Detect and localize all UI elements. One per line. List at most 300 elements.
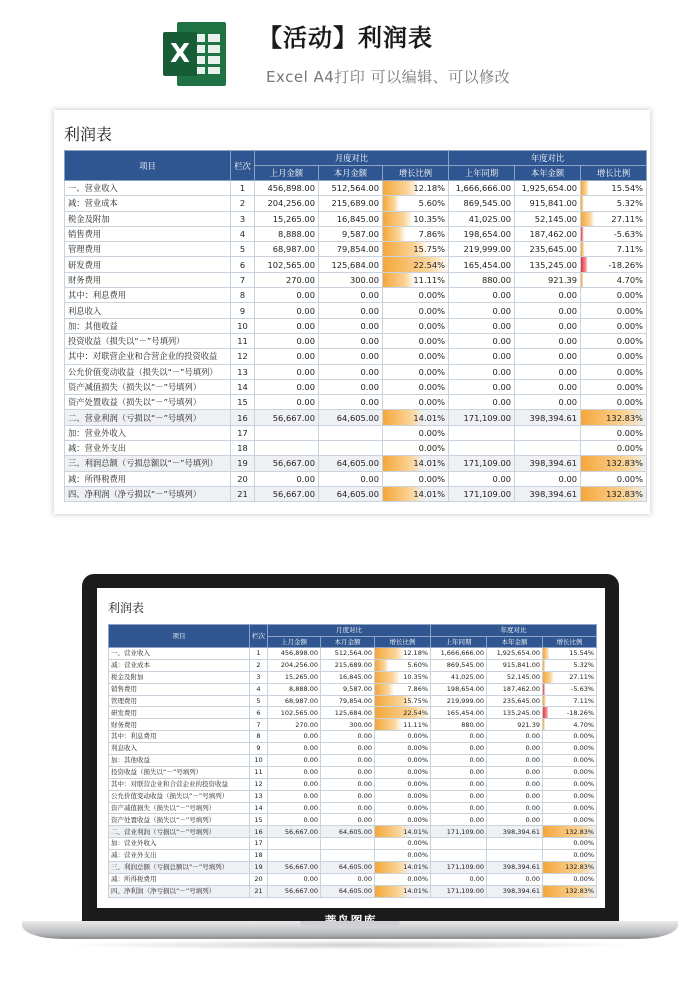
row-item-label: 加：营业外收入 [109, 838, 250, 850]
row-this-month: 300.00 [321, 719, 375, 731]
row-this-year: 398,394.61 [515, 410, 581, 425]
row-prev-month: 0.00 [268, 802, 321, 814]
table-row [109, 707, 597, 719]
row-prev-month [255, 425, 319, 440]
row-this-year: 235,645.00 [515, 242, 581, 257]
row-this-year: 398,394.61 [487, 862, 543, 874]
row-growth-year: 0.00% [581, 288, 647, 303]
row-prev-year: 0.00 [449, 364, 515, 379]
row-line-number: 21 [231, 486, 255, 501]
row-prev-year: 171,109.00 [449, 410, 515, 425]
row-this-month: 0.00 [321, 802, 375, 814]
row-growth-month: 7.86% [375, 683, 431, 695]
row-this-year: 187,462.00 [515, 226, 581, 241]
col-header-this-year: 本年金额 [487, 636, 543, 648]
row-prev-month: 0.00 [255, 349, 319, 364]
row-this-year: 187,462.00 [487, 683, 543, 695]
row-line-number: 12 [250, 778, 268, 790]
row-this-month: 0.00 [321, 755, 375, 767]
laptop-screen [97, 588, 605, 908]
row-item-label: 减：营业外支出 [65, 441, 231, 456]
row-growth-month: 7.86% [383, 226, 449, 241]
row-this-month: 0.00 [319, 364, 383, 379]
row-this-year: 0.00 [487, 790, 543, 802]
row-prev-year: 0.00 [431, 814, 487, 826]
table-row [65, 349, 647, 364]
row-line-number: 16 [231, 410, 255, 425]
main-profit-table [64, 150, 647, 502]
table-row [109, 683, 597, 695]
row-this-month: 0.00 [321, 766, 375, 778]
row-this-year: 398,394.61 [515, 486, 581, 501]
row-prev-month: 0.00 [268, 755, 321, 767]
col-header-growth-year: 增长比例 [543, 636, 597, 648]
table-row [109, 719, 597, 731]
row-line-number: 18 [250, 850, 268, 862]
row-this-month: 64,605.00 [321, 885, 375, 897]
laptop-shadow [60, 940, 640, 950]
row-item-label: 一、营业收入 [65, 181, 231, 196]
row-this-year: 398,394.61 [487, 826, 543, 838]
row-growth-month: 14.01% [375, 862, 431, 874]
row-growth-month: 0.00% [383, 395, 449, 410]
row-this-month: 125,684.00 [321, 707, 375, 719]
row-this-year: 0.00 [487, 814, 543, 826]
row-growth-month: 0.00% [375, 790, 431, 802]
row-this-month: 64,605.00 [319, 410, 383, 425]
row-prev-year: 869,545.00 [431, 659, 487, 671]
row-prev-month: 0.00 [268, 766, 321, 778]
row-prev-month: 456,898.00 [255, 181, 319, 196]
table-row [65, 410, 647, 425]
row-prev-month: 0.00 [255, 395, 319, 410]
row-prev-year: 0.00 [431, 755, 487, 767]
row-growth-year: 5.32% [543, 659, 597, 671]
row-prev-year: 0.00 [449, 288, 515, 303]
row-line-number: 9 [250, 743, 268, 755]
row-growth-month: 0.00% [383, 303, 449, 318]
row-this-month: 64,605.00 [319, 486, 383, 501]
row-prev-month: 56,667.00 [255, 486, 319, 501]
row-prev-month: 204,256.00 [268, 659, 321, 671]
row-item-label: 其中：利息费用 [65, 288, 231, 303]
row-line-number: 4 [231, 226, 255, 241]
row-growth-month: 0.00% [383, 425, 449, 440]
row-prev-year: 0.00 [449, 379, 515, 394]
row-this-month: 0.00 [321, 778, 375, 790]
row-growth-month: 0.00% [375, 731, 431, 743]
row-this-year: 0.00 [487, 766, 543, 778]
col-header-line: 栏次 [250, 625, 268, 648]
row-this-month: 16,845.00 [321, 671, 375, 683]
row-growth-month: 0.00% [383, 364, 449, 379]
row-prev-month [255, 441, 319, 456]
row-line-number: 13 [231, 364, 255, 379]
row-this-year [515, 441, 581, 456]
col-header-monthly: 月度对比 [268, 625, 431, 637]
row-item-label: 其中：对联营企业和合营企业的投资收益 [109, 778, 250, 790]
row-this-month: 0.00 [319, 379, 383, 394]
row-line-number: 3 [250, 671, 268, 683]
table-row [65, 272, 647, 287]
row-this-year: 915,841.00 [487, 659, 543, 671]
row-prev-year [431, 850, 487, 862]
profit-table-host [64, 150, 647, 502]
row-prev-month: 56,667.00 [255, 410, 319, 425]
row-item-label: 资产处置收益（损失以“－”号填列） [109, 814, 250, 826]
table-row [65, 257, 647, 272]
header-row-groups [65, 151, 647, 166]
row-growth-year: 0.00% [543, 743, 597, 755]
table-row [109, 743, 597, 755]
row-line-number: 16 [250, 826, 268, 838]
row-this-year: 0.00 [487, 755, 543, 767]
table-row [65, 242, 647, 257]
table-row [65, 441, 647, 456]
row-growth-month: 0.00% [375, 850, 431, 862]
col-header-monthly: 月度对比 [255, 151, 449, 166]
row-prev-month: 68,987.00 [268, 695, 321, 707]
row-line-number: 5 [250, 695, 268, 707]
row-item-label: 财务费用 [65, 272, 231, 287]
row-item-label: 投资收益（损失以“－”号填列） [65, 333, 231, 348]
table-row [65, 425, 647, 440]
table-row [65, 456, 647, 471]
row-this-month: 0.00 [319, 318, 383, 333]
row-prev-year: 0.00 [449, 471, 515, 486]
row-item-label: 管理费用 [109, 695, 250, 707]
row-this-year: 0.00 [515, 364, 581, 379]
row-prev-month: 68,987.00 [255, 242, 319, 257]
row-prev-month: 0.00 [255, 364, 319, 379]
row-line-number: 18 [231, 441, 255, 456]
row-this-year: 921.39 [515, 272, 581, 287]
row-prev-year: 0.00 [449, 303, 515, 318]
col-header-prev-month: 上月金额 [268, 636, 321, 648]
row-growth-year: 132.83% [543, 826, 597, 838]
row-prev-year: 880.00 [449, 272, 515, 287]
row-growth-year: 132.83% [581, 486, 647, 501]
row-prev-month: 0.00 [255, 288, 319, 303]
row-item-label: 三、利润总额（亏损总额以“－”号填列） [109, 862, 250, 874]
row-line-number: 17 [231, 425, 255, 440]
row-this-month: 0.00 [319, 303, 383, 318]
row-this-year: 398,394.61 [515, 456, 581, 471]
row-this-year: 0.00 [487, 802, 543, 814]
row-growth-month: 12.18% [383, 181, 449, 196]
row-item-label: 其中：利息费用 [109, 731, 250, 743]
row-prev-month: 0.00 [255, 379, 319, 394]
row-prev-year: 869,545.00 [449, 196, 515, 211]
row-prev-year: 171,109.00 [431, 885, 487, 897]
row-this-month [319, 425, 383, 440]
row-growth-year: 0.00% [543, 778, 597, 790]
row-prev-year: 0.00 [449, 349, 515, 364]
row-growth-month: 0.00% [375, 814, 431, 826]
row-growth-month: 10.35% [375, 671, 431, 683]
row-growth-year: 0.00% [543, 814, 597, 826]
row-this-year: 0.00 [515, 333, 581, 348]
col-header-yearly: 年度对比 [431, 625, 597, 637]
row-item-label: 其中：对联营企业和合营企业的投资收益 [65, 349, 231, 364]
row-growth-month: 11.11% [383, 272, 449, 287]
table-row [109, 766, 597, 778]
row-this-year: 1,925,654.00 [515, 181, 581, 196]
table-row [109, 873, 597, 885]
sheet-title: 利润表 [64, 125, 113, 144]
table-row [65, 379, 647, 394]
table-row [65, 486, 647, 501]
row-prev-year: 171,109.00 [449, 486, 515, 501]
row-prev-year: 0.00 [449, 395, 515, 410]
col-header-line: 栏次 [231, 151, 255, 181]
row-growth-month: 0.00% [383, 441, 449, 456]
row-this-year: 0.00 [487, 731, 543, 743]
row-growth-year: 0.00% [581, 364, 647, 379]
row-line-number: 20 [250, 873, 268, 885]
row-this-year [487, 850, 543, 862]
row-prev-year: 165,454.00 [449, 257, 515, 272]
row-this-month: 0.00 [319, 395, 383, 410]
row-prev-month: 0.00 [255, 333, 319, 348]
row-this-month: 79,854.00 [321, 695, 375, 707]
row-prev-year: 219,999.00 [431, 695, 487, 707]
row-growth-year: 5.32% [581, 196, 647, 211]
row-growth-year: 0.00% [581, 379, 647, 394]
row-line-number: 5 [231, 242, 255, 257]
sheet-preview-card [54, 110, 650, 514]
row-prev-month: 0.00 [268, 873, 321, 885]
table-row [65, 181, 647, 196]
row-growth-year: 0.00% [581, 349, 647, 364]
table-row [65, 471, 647, 486]
row-prev-month: 0.00 [268, 790, 321, 802]
row-prev-year [449, 425, 515, 440]
row-prev-year: 41,025.00 [431, 671, 487, 683]
laptop-notch [300, 921, 400, 927]
row-growth-month: 0.00% [375, 755, 431, 767]
row-this-month: 0.00 [319, 471, 383, 486]
table-row [65, 196, 647, 211]
row-this-year: 135,245.00 [515, 257, 581, 272]
laptop-profit-table-host [108, 624, 597, 898]
row-prev-year: 0.00 [431, 743, 487, 755]
row-this-month: 0.00 [321, 743, 375, 755]
row-prev-year: 0.00 [431, 766, 487, 778]
col-header-prev-month: 上月金额 [255, 166, 319, 181]
row-prev-year: 198,654.00 [431, 683, 487, 695]
row-prev-year: 41,025.00 [449, 211, 515, 226]
row-prev-month: 0.00 [268, 743, 321, 755]
table-row [65, 318, 647, 333]
row-growth-month: 14.01% [383, 456, 449, 471]
row-item-label: 四、净利润（净亏损以“－”号填列） [65, 486, 231, 501]
row-prev-month: 0.00 [268, 778, 321, 790]
col-header-this-month: 本月金额 [319, 166, 383, 181]
row-growth-year: 0.00% [543, 838, 597, 850]
table-row [65, 333, 647, 348]
row-item-label: 财务费用 [109, 719, 250, 731]
row-this-month [319, 441, 383, 456]
row-line-number: 6 [231, 257, 255, 272]
row-this-year: 1,925,654.00 [487, 648, 543, 660]
row-growth-year: 0.00% [581, 471, 647, 486]
row-this-year: 135,245.00 [487, 707, 543, 719]
row-growth-year: 132.83% [581, 456, 647, 471]
row-prev-year: 0.00 [431, 778, 487, 790]
row-growth-year: 0.00% [543, 731, 597, 743]
row-prev-year: 0.00 [431, 802, 487, 814]
row-line-number: 12 [231, 349, 255, 364]
row-growth-month: 0.00% [375, 766, 431, 778]
row-growth-month: 0.00% [375, 802, 431, 814]
row-this-year: 915,841.00 [515, 196, 581, 211]
row-prev-month: 102,565.00 [255, 257, 319, 272]
row-growth-year: 132.83% [543, 862, 597, 874]
row-this-year: 0.00 [515, 395, 581, 410]
row-item-label: 减：所得税费用 [109, 873, 250, 885]
laptop-profit-table [108, 624, 597, 898]
row-this-month: 64,605.00 [319, 456, 383, 471]
row-line-number: 8 [250, 731, 268, 743]
row-growth-year: 0.00% [581, 303, 647, 318]
row-item-label: 资产减值损失（损失以“－”号填列） [65, 379, 231, 394]
table-row [65, 226, 647, 241]
row-growth-year: 4.70% [581, 272, 647, 287]
row-this-month: 0.00 [321, 790, 375, 802]
row-this-year: 0.00 [515, 318, 581, 333]
row-growth-year: 0.00% [581, 318, 647, 333]
row-this-month: 215,689.00 [321, 659, 375, 671]
row-line-number: 1 [231, 181, 255, 196]
row-this-month: 125,684.00 [319, 257, 383, 272]
row-item-label: 减：营业外支出 [109, 850, 250, 862]
row-line-number: 13 [250, 790, 268, 802]
row-prev-year: 198,654.00 [449, 226, 515, 241]
row-this-year: 921.39 [487, 719, 543, 731]
row-growth-month: 0.00% [383, 333, 449, 348]
row-prev-month: 204,256.00 [255, 196, 319, 211]
row-this-month: 512,564.00 [321, 648, 375, 660]
row-line-number: 7 [250, 719, 268, 731]
row-prev-month: 102,565.00 [268, 707, 321, 719]
row-growth-month: 5.60% [383, 196, 449, 211]
row-this-year: 52,145.00 [487, 671, 543, 683]
table-row [109, 838, 597, 850]
row-this-year [487, 838, 543, 850]
row-growth-year: 27.11% [581, 211, 647, 226]
row-prev-month: 270.00 [255, 272, 319, 287]
row-growth-year: 132.83% [543, 885, 597, 897]
row-growth-year: 7.11% [543, 695, 597, 707]
row-prev-year: 0.00 [449, 318, 515, 333]
row-prev-month: 15,265.00 [268, 671, 321, 683]
row-line-number: 20 [231, 471, 255, 486]
col-header-item: 项目 [109, 625, 250, 648]
row-item-label: 公允价值变动收益（损失以“－”号填列） [109, 790, 250, 802]
col-header-item: 项目 [65, 151, 231, 181]
row-line-number: 3 [231, 211, 255, 226]
row-line-number: 7 [231, 272, 255, 287]
row-line-number: 15 [250, 814, 268, 826]
row-this-month: 64,605.00 [321, 862, 375, 874]
row-prev-month [268, 838, 321, 850]
row-this-month: 215,689.00 [319, 196, 383, 211]
row-prev-month: 56,667.00 [268, 826, 321, 838]
row-growth-month: 22.54% [375, 707, 431, 719]
table-row [109, 671, 597, 683]
row-prev-month: 0.00 [255, 318, 319, 333]
row-prev-month: 56,667.00 [255, 456, 319, 471]
row-prev-month: 456,898.00 [268, 648, 321, 660]
table-row [109, 755, 597, 767]
row-item-label: 减：营业成本 [109, 659, 250, 671]
row-line-number: 14 [231, 379, 255, 394]
row-growth-month: 0.00% [383, 349, 449, 364]
table-row [109, 826, 597, 838]
table-row [109, 885, 597, 897]
table-row [109, 850, 597, 862]
row-line-number: 15 [231, 395, 255, 410]
row-line-number: 10 [231, 318, 255, 333]
laptop-sheet-title: 利润表 [108, 601, 145, 615]
header-row-groups [109, 625, 597, 637]
row-line-number: 2 [231, 196, 255, 211]
row-line-number: 2 [250, 659, 268, 671]
table-row [65, 288, 647, 303]
col-header-growth-month: 增长比例 [375, 636, 431, 648]
row-prev-year: 1,666,666.00 [449, 181, 515, 196]
row-line-number: 19 [231, 456, 255, 471]
row-item-label: 减：营业成本 [65, 196, 231, 211]
row-item-label: 研发费用 [109, 707, 250, 719]
row-prev-month: 56,667.00 [268, 885, 321, 897]
col-header-this-month: 本月金额 [321, 636, 375, 648]
row-growth-month: 15.75% [375, 695, 431, 707]
row-item-label: 销售费用 [65, 226, 231, 241]
table-row [65, 395, 647, 410]
row-growth-year: 0.00% [581, 425, 647, 440]
row-item-label: 利息收入 [109, 743, 250, 755]
row-growth-year: 0.00% [543, 766, 597, 778]
row-growth-month: 0.00% [375, 838, 431, 850]
row-this-year: 0.00 [515, 379, 581, 394]
row-this-year: 0.00 [515, 471, 581, 486]
row-this-month: 300.00 [319, 272, 383, 287]
row-item-label: 加：营业外收入 [65, 425, 231, 440]
row-item-label: 减：所得税费用 [65, 471, 231, 486]
row-line-number: 4 [250, 683, 268, 695]
row-item-label: 管理费用 [65, 242, 231, 257]
row-growth-year: 0.00% [581, 395, 647, 410]
row-this-month [321, 850, 375, 862]
row-prev-year: 219,999.00 [449, 242, 515, 257]
table-row [109, 648, 597, 660]
row-growth-month: 14.01% [375, 885, 431, 897]
row-this-year: 0.00 [487, 873, 543, 885]
row-prev-year: 0.00 [431, 873, 487, 885]
row-growth-month: 11.11% [375, 719, 431, 731]
row-line-number: 11 [250, 766, 268, 778]
row-prev-month: 15,265.00 [255, 211, 319, 226]
row-this-year: 0.00 [515, 303, 581, 318]
row-line-number: 6 [250, 707, 268, 719]
row-growth-month: 0.00% [383, 471, 449, 486]
row-this-month: 16,845.00 [319, 211, 383, 226]
row-this-month: 0.00 [321, 873, 375, 885]
excel-logo-grid [193, 34, 221, 74]
row-item-label: 二、营业利润（亏损以“－”号填列） [65, 410, 231, 425]
